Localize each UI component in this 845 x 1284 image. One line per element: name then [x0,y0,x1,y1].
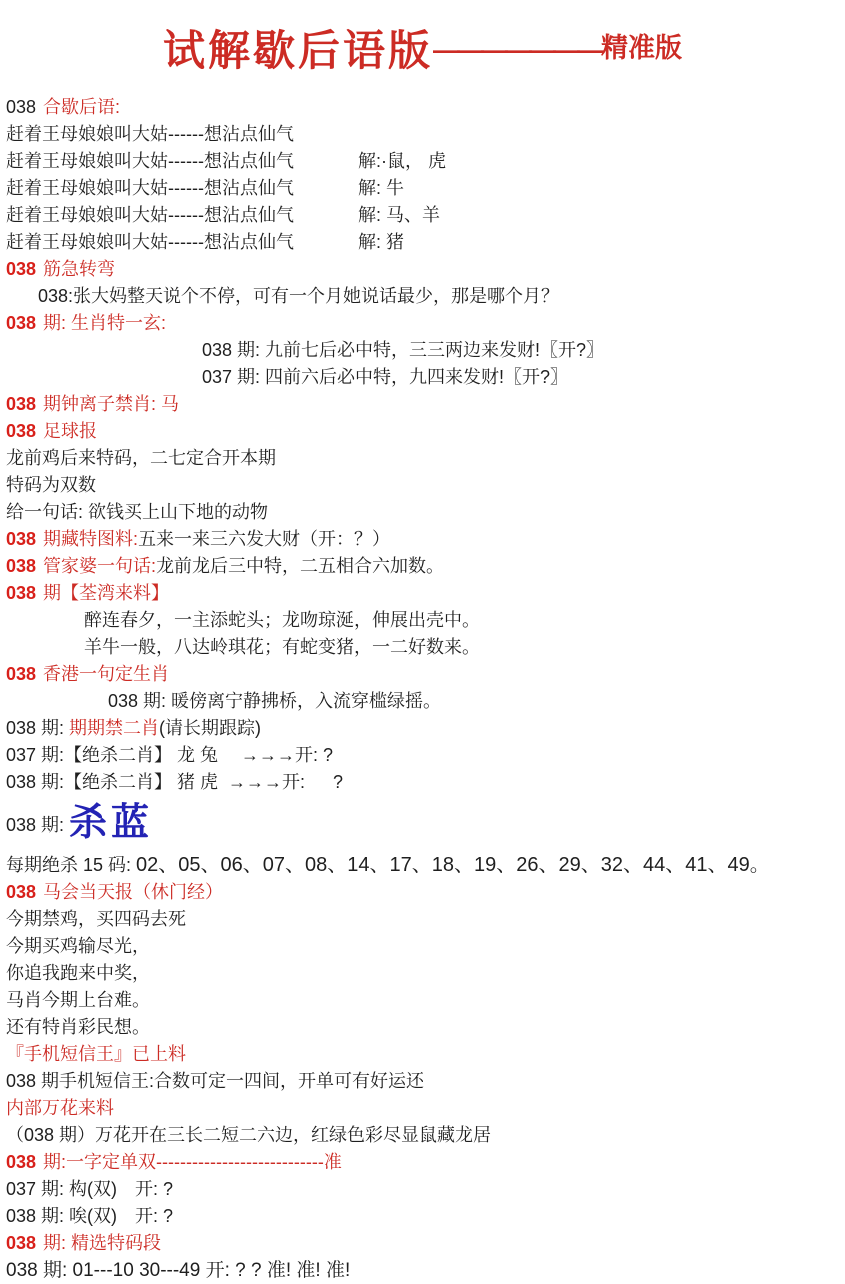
section-heading-quanwan [0,580,845,607]
zodiac-mystery-line: 038 期: 九前七后必中特，三三两边来发财!〖开?〗 [202,340,605,360]
ban-two-label: 期期禁二肖 [69,718,160,738]
issue-number: 038 [6,1152,37,1172]
section-label: 香港一句定生肖 [43,664,170,684]
section-label: 期:一字定单双----------------------------准 [43,1152,342,1172]
section-heading-mahui [0,879,845,906]
kill15-label: 每期绝杀 15 码: [6,855,137,875]
kill15-numbers: 02、05、06、07、08、14、17、18、19、26、29、32、44、41、49。 [136,854,770,876]
section-heading-wanhua: 内部万花来料 [6,1098,114,1118]
riddle-text: 赶着王母娘娘叫大姑------想沾点仙气 [6,232,294,252]
riddle-text: 赶着王母娘娘叫大姑------想沾点仙气 [6,151,294,171]
page-title-suffix: 精准版 [601,32,682,63]
section-heading-danshuang [0,1149,845,1176]
issue-number: 038 [6,97,37,117]
section-label: 合歇后语: [43,97,121,117]
riddle-answer: 解:·鼠， 虎 [358,151,446,171]
mahui-line: 马肖今期上台难。 [6,990,150,1010]
section-label: 期藏特图料: [43,529,139,549]
section-heading-hk-sentence [0,661,845,688]
section-label: 期【荃湾来料】 [43,583,170,603]
brain-teaser-question: 038:张大妈整天说个不停，可有一个月她说话最少，那是哪个月？ [38,286,560,306]
mahui-line: 还有特肖彩民想。 [6,1017,150,1037]
kill-two-zodiac-row: 037 期:【绝杀二肖】 龙 兔 →→→开: ? [6,745,334,765]
issue-number: 038 [6,664,37,684]
football-line: 特码为双数 [6,475,96,495]
issue-number: 038 [6,529,37,549]
riddle-answer: 解: 马、羊 [358,205,441,225]
page-title [0,18,845,78]
zodiac-mystery-line: 037 期: 四前六后必中特，九四来发财!〖开?〗 [202,367,569,387]
section-label: 期: 生肖特一玄: [43,313,167,333]
riddle-text: 赶着王母娘娘叫大姑------想沾点仙气 [6,205,294,225]
mahui-line: 今期禁鸡，买四码去死 [6,909,186,929]
riddle-text: 赶着王母娘娘叫大姑------想沾点仙气 [6,124,294,144]
ban-two-zodiac-line [0,715,845,742]
issue-number: 038 [6,1233,37,1253]
football-line: 给一句话: 欲钱买上山下地的动物 [6,502,269,522]
quanwan-line: 羊牛一般，八达岭琪花；有蛇变猪，一二好数来。 [84,637,480,657]
quanwan-line: 醉连春夕，一主添蛇头；龙吻琼涎，伸展出壳中。 [84,610,480,630]
kill-two-zodiac-row: 038 期:【绝杀二肖】 猪 虎 →→→开: ? [6,772,344,792]
ban-two-suffix: (请长期跟踪) [159,718,262,738]
guanjiapo-line [0,553,845,580]
hidden-special-text: 五来一来三六发大财（开：？） [138,529,391,549]
riddle-answer: 解: 牛 [358,178,405,198]
section-heading-special-segment [0,1230,845,1257]
riddle-row [0,121,845,148]
issue-number: 038 [6,882,37,902]
section-heading-riddles [0,94,845,121]
section-label: 期钟离子禁肖: 马 [43,394,180,414]
section-label: 筋急转弯 [43,259,116,279]
section-heading-brain-teaser [0,256,845,283]
mahui-line: 你追我跑来中奖， [6,963,150,983]
riddle-row [0,148,845,175]
guanjiapo-text: 龙前龙后三中特，二五相合六加数。 [156,556,445,576]
kill15-line [0,852,845,879]
section-label: 期: 精选特码段 [43,1233,162,1253]
section-heading-ban-zodiac [0,391,845,418]
section-heading-football [0,418,845,445]
mahui-line: 今期买鸡输尽光， [6,936,150,956]
section-heading-zodiac-mystery [0,310,845,337]
danshuang-row: 037 期: 构(双) 开: ? [6,1179,174,1199]
kill-blue-word: 杀蓝 [69,802,154,844]
issue-number: 038 [6,556,37,576]
riddle-answer: 解: 猪 [358,232,405,252]
issue-number: 038 [6,313,37,333]
section-label: 足球报 [43,421,98,441]
riddle-text: 赶着王母娘娘叫大姑------想沾点仙气 [6,178,294,198]
riddle-row [0,202,845,229]
issue-number: 038 [6,421,37,441]
sms-line: 038 期手机短信王:合数可定一四间，开单可有好运还 [6,1071,425,1091]
issue-number: 038 [6,259,37,279]
page-title-main: 试解歇后语版 [162,27,433,74]
football-line: 龙前鸡后来特码，二七定合开本期 [6,448,276,468]
kill-blue-prefix: 038 期: [6,815,70,835]
hidden-special-line [0,526,845,553]
section-label: 管家婆一句话: [43,556,157,576]
section-label: 马会当天报（休门经） [43,882,224,902]
issue-number: 038 [6,394,37,414]
title-dash-rule: ——————— [433,34,601,65]
riddle-row [0,175,845,202]
riddle-answer [358,121,845,148]
hk-sentence-line: 038 期: 暖傍离宁静拂桥，入流穿槛绿摇。 [108,691,442,711]
wanhua-line: （038 期）万花开在三长二短二六边，红绿色彩尽显鼠藏龙居 [6,1125,492,1145]
kill-blue-line [0,796,845,852]
section-heading-sms: 『手机短信王』已上料 [6,1044,186,1064]
issue-number: 038 [6,583,37,603]
ban-two-prefix: 038 期: [6,718,70,738]
danshuang-row: 038 期: 唉(双) 开: ? [6,1206,174,1226]
riddle-row [0,229,845,256]
special-segment-line: 038 期: 01---10 30---49 开: ? ? 准! 准! 准! [6,1260,351,1281]
